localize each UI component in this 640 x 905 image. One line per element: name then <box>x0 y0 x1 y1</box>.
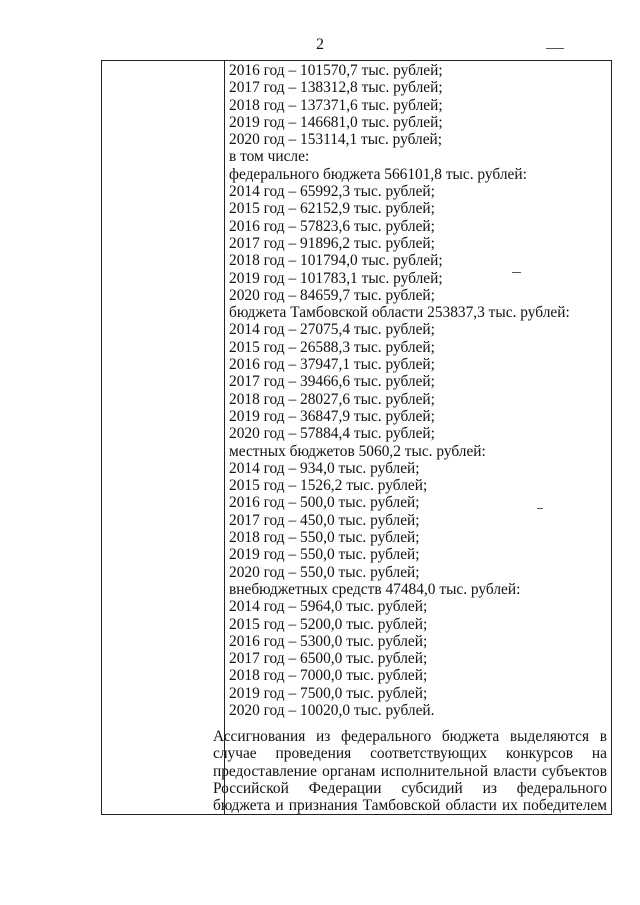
budget-line: 2019 год – 101783,1 тыс. рублей; <box>229 269 443 287</box>
note-line: Российской Федерации субсидий из федерального <box>213 779 607 797</box>
budget-line: 2014 год – 934,0 тыс. рублей; <box>229 459 420 477</box>
budget-heading: местных бюджетов 5060,2 тыс. рублей: <box>229 442 486 460</box>
scan-mark <box>537 508 543 509</box>
budget-line: 2017 год – 91896,2 тыс. рублей; <box>229 234 435 252</box>
budget-line: 2015 год – 1526,2 тыс. рублей; <box>229 477 428 495</box>
budget-line: 2017 год – 450,0 тыс. рублей; <box>229 511 420 529</box>
budget-heading: бюджета Тамбовской области 253837,3 тыс. рублей: <box>229 304 570 322</box>
note-line: бюджета и признания Тамбовской области их победителем <box>213 797 607 815</box>
budget-line: 2017 год – 138312,8 тыс. рублей; <box>229 79 443 97</box>
budget-line: 2015 год – 62152,9 тыс. рублей; <box>229 200 435 218</box>
budget-line: 2014 год – 65992,3 тыс. рублей; <box>229 183 435 201</box>
note-line: случае проведения соответствующих конкурсов на <box>213 745 607 763</box>
budget-line: 2015 год – 26588,3 тыс. рублей; <box>229 338 435 356</box>
column-divider <box>224 61 225 814</box>
budget-line: 2014 год – 5964,0 тыс. рублей; <box>229 598 428 616</box>
budget-line: 2016 год – 500,0 тыс. рублей; <box>229 494 420 512</box>
budget-line: 2019 год – 146681,0 тыс. рублей; <box>229 113 443 131</box>
budget-line: 2018 год – 550,0 тыс. рублей; <box>229 529 420 547</box>
budget-line: 2020 год – 84659,7 тыс. рублей; <box>229 286 435 304</box>
budget-line: 2019 год – 36847,9 тыс. рублей; <box>229 407 435 425</box>
note-line: предоставление органам исполнительной власти субъектов <box>213 762 607 780</box>
note-line: Ассигнования из федерального бюджета выделяются в <box>213 728 607 745</box>
budget-line: 2018 год – 7000,0 тыс. рублей; <box>229 667 428 685</box>
budget-table <box>101 60 612 815</box>
budget-line: 2014 год – 27075,4 тыс. рублей; <box>229 321 435 339</box>
budget-line: 2017 год – 39466,6 тыс. рублей; <box>229 373 435 391</box>
budget-line: 2017 год – 6500,0 тыс. рублей; <box>229 650 428 668</box>
scan-mark <box>512 272 521 273</box>
budget-line: 2016 год – 57823,6 тыс. рублей; <box>229 217 435 235</box>
budget-line: 2019 год – 550,0 тыс. рублей; <box>229 546 420 564</box>
budget-line: 2019 год – 7500,0 тыс. рублей; <box>229 684 428 702</box>
budget-line: 2016 год – 5300,0 тыс. рублей; <box>229 632 428 650</box>
budget-lines <box>229 62 607 719</box>
budget-line: 2020 год – 153114,1 тыс. рублей; <box>229 131 443 149</box>
budget-line: 2016 год – 37947,1 тыс. рублей; <box>229 356 435 374</box>
federal-allocation-note <box>213 728 607 814</box>
budget-line: 2016 год – 101570,7 тыс. рублей; <box>229 62 443 79</box>
budget-line: 2020 год – 550,0 тыс. рублей; <box>229 563 420 581</box>
budget-line: 2020 год – 10020,0 тыс. рублей. <box>229 701 435 719</box>
budget-line: 2015 год – 5200,0 тыс. рублей; <box>229 615 428 633</box>
page-number: 2 <box>316 36 324 53</box>
budget-line: 2020 год – 57884,4 тыс. рублей; <box>229 425 435 443</box>
budget-line: 2018 год – 137371,6 тыс. рублей; <box>229 96 443 114</box>
budget-line: 2018 год – 101794,0 тыс. рублей; <box>229 252 443 270</box>
budget-line: в том числе: <box>229 148 310 166</box>
budget-line: 2018 год – 28027,6 тыс. рублей; <box>229 390 435 408</box>
budget-heading: внебюджетных средств 47484,0 тыс. рублей: <box>229 580 521 598</box>
budget-heading: федерального бюджета 566101,8 тыс. рублей: <box>229 165 527 183</box>
scan-mark <box>546 48 564 49</box>
